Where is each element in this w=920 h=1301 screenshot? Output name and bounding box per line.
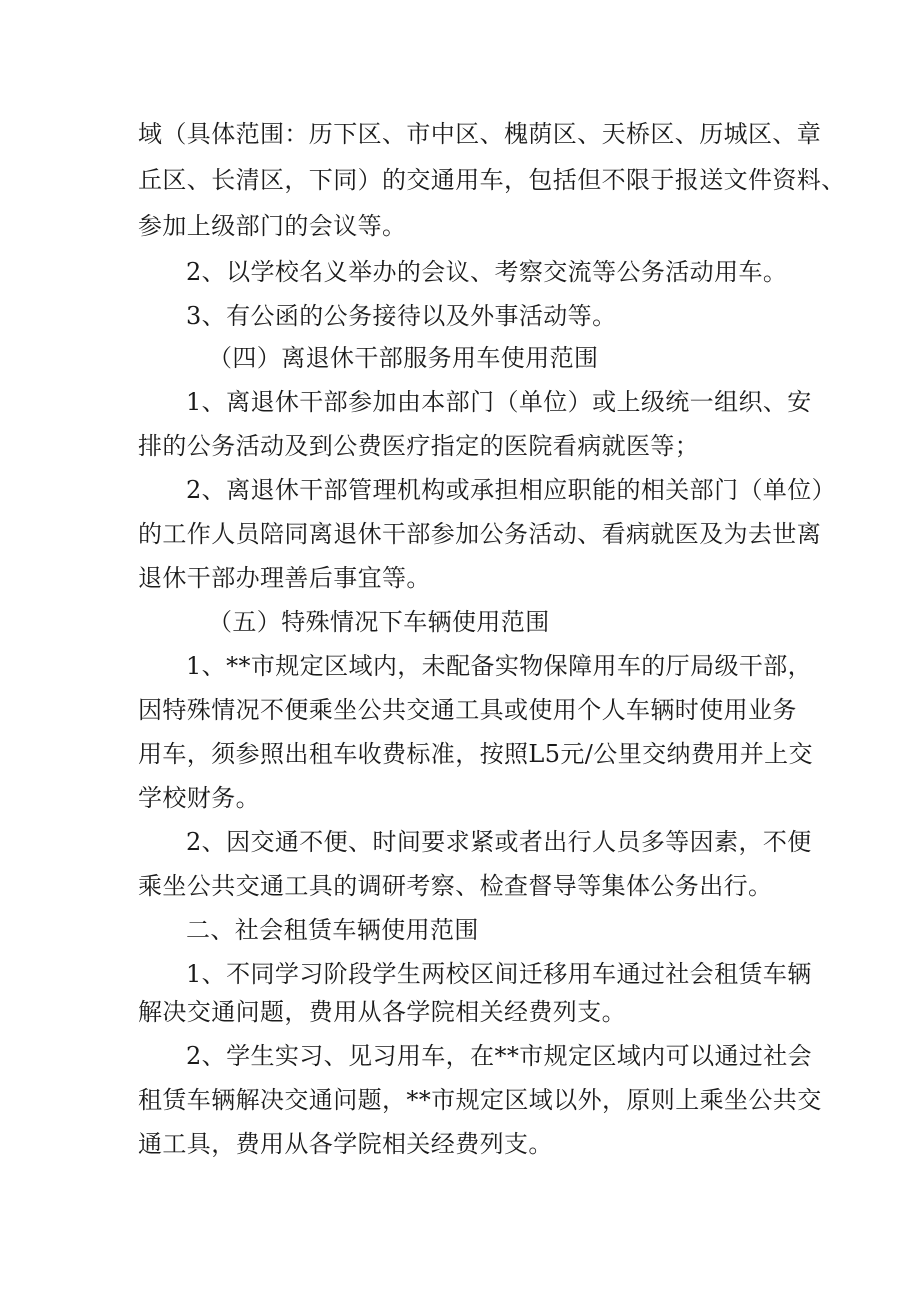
list-item: 2、学生实习、见习用车，在**市规定区域内可以通过社会 bbox=[186, 1042, 813, 1070]
paragraph-line: 学校财务。 bbox=[138, 784, 260, 812]
section-heading: 二、社会租赁车辆使用范围 bbox=[186, 916, 479, 944]
paragraph-line: 解决交通问题，费用从各学院相关经费列支。 bbox=[138, 998, 626, 1026]
section-heading: （五）特殊情况下车辆使用范围 bbox=[208, 608, 550, 636]
paragraph-line: 用车，须参照出租车收费标准，按照L5元/公里交纳费用并上交 bbox=[138, 740, 813, 768]
paragraph-line: 丘区、长清区，下同）的交通用车，包括但不限于报送文件资料、 bbox=[138, 166, 846, 194]
paragraph-line: 通工具，费用从各学院相关经费列支。 bbox=[138, 1130, 553, 1158]
paragraph-line: 因特殊情况不便乘坐公共交通工具或使用个人车辆时使用业务 bbox=[138, 696, 797, 724]
paragraph-line: 域（具体范围：历下区、市中区、槐荫区、天桥区、历城区、章 bbox=[138, 120, 822, 148]
list-item: 2、以学校名义举办的会议、考察交流等公务活动用车。 bbox=[186, 258, 788, 286]
list-item: 3、有公函的公务接待以及外事活动等。 bbox=[186, 302, 617, 330]
list-item: 2、离退休干部管理机构或承担相应职能的相关部门（单位） bbox=[186, 476, 837, 504]
list-item: 1、离退休干部参加由本部门（单位）或上级统一组织、安 bbox=[186, 388, 812, 416]
paragraph-line: 的工作人员陪同离退休干部参加公务活动、看病就医及为去世离 bbox=[138, 520, 822, 548]
paragraph-line: 排的公务活动及到公费医疗指定的医院看病就医等； bbox=[138, 432, 700, 460]
paragraph-line: 乘坐公共交通工具的调研考察、检查督导等集体公务出行。 bbox=[138, 872, 773, 900]
paragraph-line: 退休干部办理善后事宜等。 bbox=[138, 564, 431, 592]
list-item: 2、因交通不便、时间要求紧或者出行人员多等因素，不便 bbox=[186, 828, 812, 856]
section-heading: （四）离退休干部服务用车使用范围 bbox=[208, 344, 599, 372]
paragraph-line: 租赁车辆解决交通问题，**市规定区域以外，原则上乘坐公共交 bbox=[138, 1086, 822, 1114]
paragraph-line: 参加上级部门的会议等。 bbox=[138, 212, 407, 240]
list-item: 1、不同学习阶段学生两校区间迁移用车通过社会租赁车辆 bbox=[186, 960, 812, 988]
list-item: 1、**市规定区域内，未配备实物保障用车的厅局级干部， bbox=[186, 652, 813, 680]
